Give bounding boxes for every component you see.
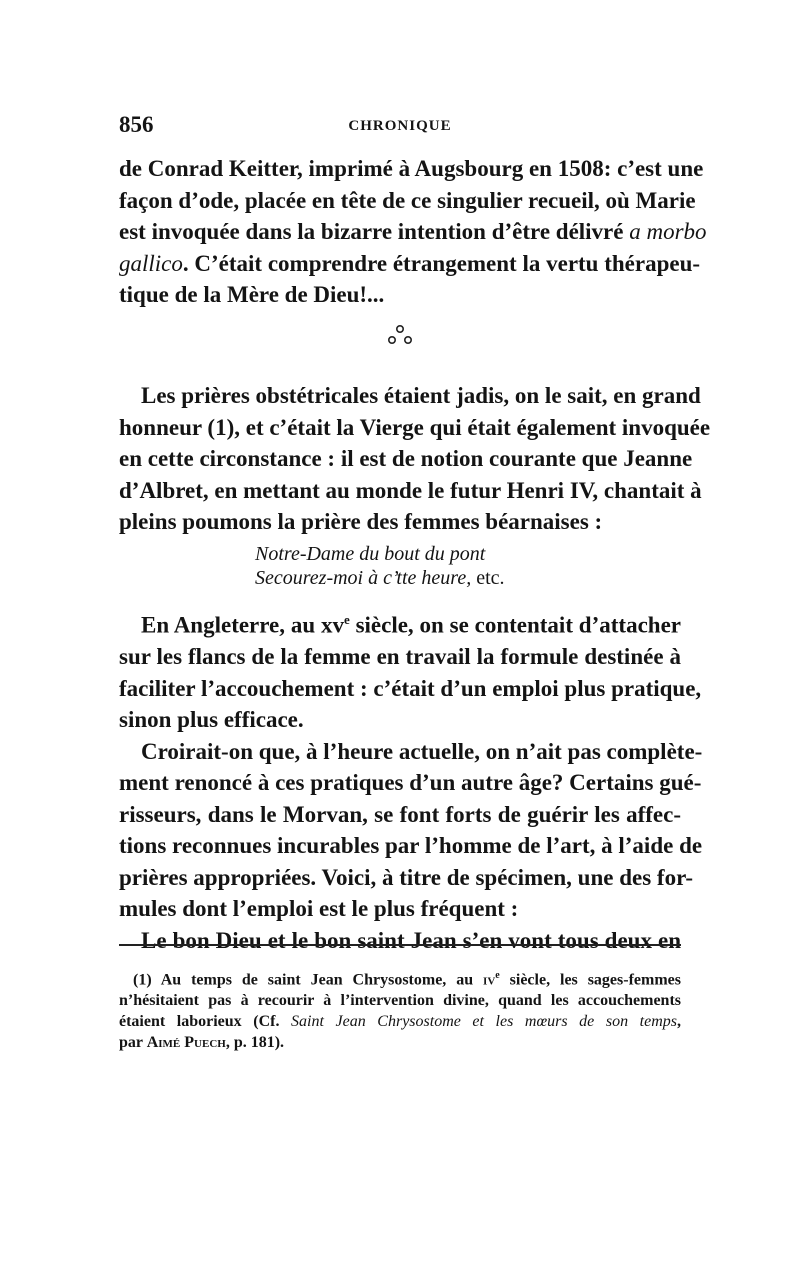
verse-etc: etc. xyxy=(471,567,505,589)
running-head: CHRONIQUE xyxy=(348,118,452,134)
text-line: sur les flancs de la femme en travail la formule destinée à xyxy=(119,644,681,670)
footnote-line xyxy=(119,1032,681,1053)
paragraph-prieres xyxy=(119,380,711,538)
italic-phrase: gallico xyxy=(119,250,183,276)
text-line: tions reconnues incurables par l’homme de l’art, à l’aide de xyxy=(119,833,703,859)
text-line: risseurs, dans le Morvan, se font forts de guérir les affec- xyxy=(119,801,681,827)
asterism-separator xyxy=(380,322,420,348)
text-line: honneur (1), et c’était la Vierge qui était également invoquée xyxy=(119,414,711,440)
text-line: faciliter l’accouchement : c’était d’un emploi plus pratique, xyxy=(119,675,702,701)
text-span: est invoquée dans la bizarre intention d’être délivré xyxy=(119,219,630,244)
text-line: Les prières obstétricales étaient jadis, on le sait, en grand xyxy=(141,383,701,408)
text-line: d’Albret, en mettant au monde le futur Henri IV, chantait à xyxy=(119,477,702,503)
text-line: ment renoncé à ces pratiques d’un autre âge? Certains gué- xyxy=(119,770,702,796)
text-line: tique de la Mère de Dieu!... xyxy=(119,282,385,307)
text-line: façon d’ode, placée en tête de ce singulier recueil, où Marie xyxy=(119,187,696,213)
page-header xyxy=(119,112,681,142)
footnote-line xyxy=(119,965,681,990)
text-span: , xyxy=(677,1013,681,1031)
superscript: e xyxy=(343,612,350,627)
verse-line-italic: Secourez-moi à c’tte heure, xyxy=(255,567,472,589)
text-span: (1) Au temps de saint Jean Chrysostome, au xyxy=(133,971,484,989)
text-line xyxy=(119,216,707,248)
text-span: siècle, les sages-femmes xyxy=(499,971,681,989)
footnote-line: n’hésitaient pas à recourir à l’intervention divine, quand les accouchements xyxy=(119,992,681,1010)
text-span: siècle, on se contentait d’attacher xyxy=(349,612,681,638)
text-line: pleins poumons la prière des femmes béarnaises : xyxy=(119,509,603,534)
text-line: de Conrad Keitter, imprimé à Augsbourg en 1508: c’est une xyxy=(119,156,704,181)
text-span: En Angleterre, au xv xyxy=(141,612,344,638)
text-span: étaient laborieux (Cf. xyxy=(119,1013,292,1031)
text-line: prières appropriées. Voici, à titre de spécimen, une des for- xyxy=(119,864,694,890)
asterism-icon xyxy=(380,322,420,348)
italic-title: Saint Jean Chrysostome et les mœurs de son temps xyxy=(291,1013,677,1031)
paragraph-continuation xyxy=(119,153,707,311)
text-line: mules dont l’emploi est le plus fréquent : xyxy=(119,896,519,922)
paragraph-angleterre xyxy=(119,604,703,956)
century-numeral: iv xyxy=(483,971,496,989)
verse-line xyxy=(255,566,505,590)
text-span: . C’était comprendre étrangement la vertu thérapeu- xyxy=(182,250,701,276)
text-span: par xyxy=(119,1034,147,1052)
footnote-divider xyxy=(119,944,681,946)
text-line xyxy=(119,248,701,280)
italic-phrase: a morbo xyxy=(629,219,707,244)
verse-line: Notre-Dame du bout du pont xyxy=(255,543,486,565)
footnote xyxy=(119,965,681,1053)
text-span: , p. 181). xyxy=(225,1034,285,1052)
superscript: e xyxy=(495,970,500,981)
text-line: sinon plus efficace. xyxy=(119,707,304,733)
text-line xyxy=(119,604,681,641)
text-line: Croirait-on que, à l’heure actuelle, on n’ait pas complète- xyxy=(141,738,703,764)
verse-quote xyxy=(255,542,505,590)
page-number: 856 xyxy=(119,112,154,137)
text-line: en cette circonstance : il est de notion courante que Jeanne xyxy=(119,446,693,471)
footnote-line xyxy=(119,1011,681,1032)
author-name: Aimé Puech xyxy=(146,1034,226,1052)
text-line: Le bon Dieu et le bon saint Jean s’en vont tous deux en xyxy=(141,927,681,953)
